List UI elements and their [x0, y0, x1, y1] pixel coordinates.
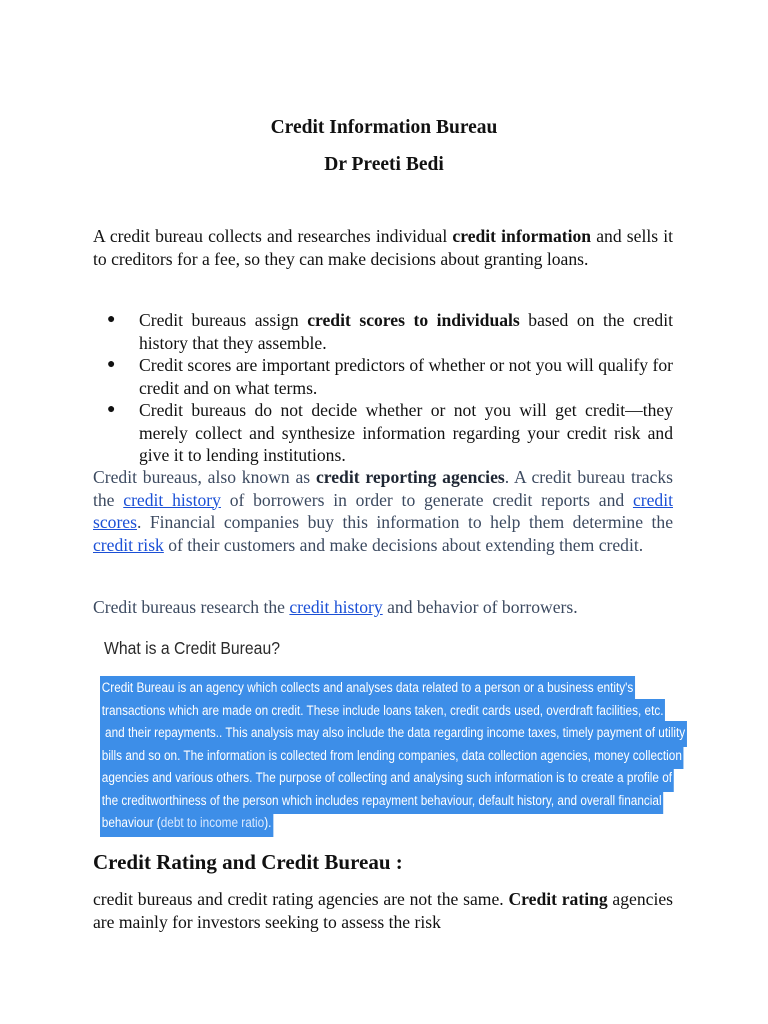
bullet-list	[93, 309, 673, 467]
link-credit-history-2[interactable]: credit history	[289, 597, 383, 617]
list-item: ● Credit bureaus do not decide whether or not you will get credit—they merely collect and synthesize information regarding your credit risk and give it to lending institutions.	[107, 400, 673, 465]
bullet-icon: ●	[107, 312, 116, 327]
ratio-link[interactable]: debt to income ratio	[160, 815, 265, 830]
highlighted-definition	[100, 676, 720, 834]
highlighted-line: behaviour (debt to income ratio).	[100, 811, 720, 834]
embedded-heading: What is a Credit Bureau?	[104, 638, 280, 658]
bullet-icon: ●	[107, 357, 116, 372]
document-author: Dr Preeti Bedi	[324, 154, 444, 175]
agencies-paragraph: Credit bureaus, also known as credit reporting agencies. A credit bureau tracks the credit history of borrowers in order to generate credit reports and credit scores. Financial companies buy this information to help them determine the credit risk of their customers and make decisions about extending them credit.	[93, 467, 673, 555]
intro-bold: credit information	[452, 226, 592, 246]
section-heading: Credit Rating and Credit Bureau :	[93, 850, 403, 874]
list-item: ● Credit bureaus assign credit scores to individuals based on the credit history that they assemble.	[107, 310, 673, 353]
document-title: Credit Information Bureau	[270, 117, 498, 138]
intro-text-end: and sells it to creditors for a fee, so they can make decisions about granting loans.	[93, 226, 673, 269]
research-paragraph: Credit bureaus research the credit history and behavior of borrowers.	[93, 597, 578, 617]
rating-bold: Credit rating	[508, 889, 608, 909]
highlighted-line: transactions which are made on credit. These include loans taken, credit cards used, overdraft facilities, etc.	[100, 699, 720, 722]
link-credit-scores[interactable]: credit scores	[93, 489, 673, 532]
agencies-bold: credit reporting agencies	[315, 467, 505, 487]
bullet-icon: ●	[107, 402, 116, 417]
link-credit-risk[interactable]: credit risk	[93, 534, 164, 555]
link-credit-history[interactable]: credit history	[123, 489, 221, 510]
highlighted-line: agencies and various others. The purpose of collecting and analysing such information is to create a profile of	[100, 766, 720, 789]
highlighted-line: the creditworthiness of the person which includes repayment behaviour, default history, and overall financial	[100, 789, 720, 812]
intro-paragraph	[93, 225, 673, 270]
intro-text: A credit bureau collects and researches individual	[93, 226, 453, 246]
rating-paragraph: credit bureaus and credit rating agencies are not the same. Credit rating agencies are mainly for investors seeking to assess the risk	[93, 889, 673, 932]
highlighted-line: and their repayments.. This analysis may also include the data regarding income taxes, timely payment of utility	[100, 721, 720, 744]
highlighted-line: bills and so on. The information is collected from lending companies, data collection agencies, money collection	[100, 744, 720, 767]
highlighted-line: Credit Bureau is an agency which collects and analyses data related to a person or a business entity's	[100, 676, 720, 699]
list-item: ● Credit scores are important predictors of whether or not you will qualify for credit and on what terms.	[107, 355, 673, 398]
